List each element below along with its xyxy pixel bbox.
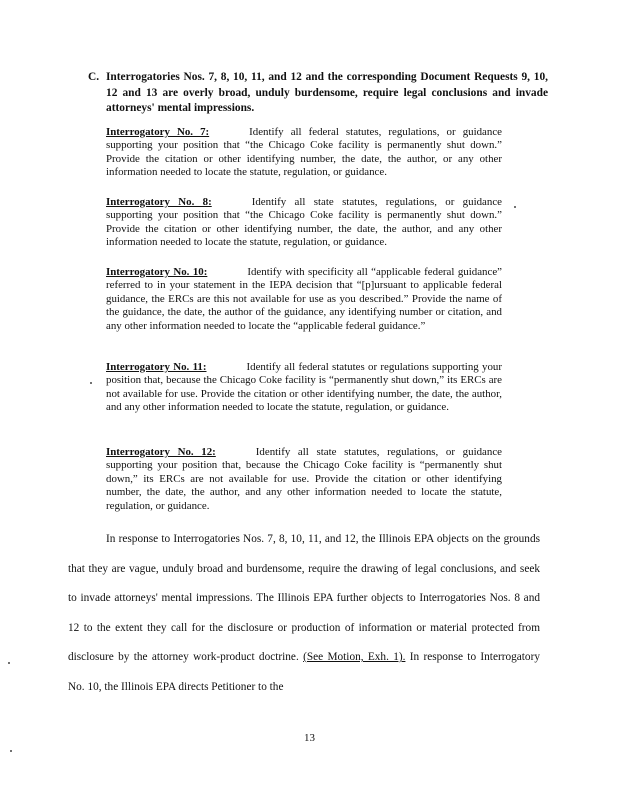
interrogatory-label: Interrogatory No. 11: (106, 361, 207, 373)
interrogatory-text: Identify all federal statutes or regulations supporting your position that, because the Chicago Coke facility is “permanently shut down,” its ERCs are not available for use. Provide the citation or other identifying number, the date, the author, and any other information needed to locate the statute, regulation, or guidance. (106, 361, 502, 414)
section-letter: C. (88, 71, 100, 83)
interrogatory-label: Interrogatory No. 8: (106, 196, 212, 208)
interrogatory-label: Interrogatory No. 12: (106, 446, 216, 458)
interrogatory-12 (106, 446, 502, 513)
interrogatory-11 (106, 361, 502, 415)
interrogatory-10 (106, 266, 502, 333)
interrogatory-label: Interrogatory No. 7: (106, 126, 210, 138)
interrogatory-7 (106, 126, 502, 180)
section-heading-text: Interrogatories Nos. 7, 8, 10, 11, and 12 and the corresponding Document Requests 9, 10, 12 and 13 are overly broad, unduly burdensome, require legal conclusions and invade attorneys' mental impressions. (106, 71, 548, 115)
see-motion-link[interactable]: (See Motion, Exh. 1). (303, 651, 406, 663)
interrogatory-8 (106, 196, 502, 250)
interrogatory-text: Identify all state statutes, regulations, or guidance supporting your position that, because the Chicago Coke facility is “permanently shut down,” its ERCs are not available for use. Provide the citation or other identifying number, the date, the author, and any other information needed to locate the statute, regulation, or guidance. (106, 446, 502, 512)
response-text-part2: In response to Interrogatory No. 10, the Illinois EPA directs Petitioner to the (68, 651, 540, 693)
interrogatory-text: Identify all state statutes, regulations, or guidance supporting your position that “the Chicago Coke facility is permanently shut down.” Provide the citation or other identifying number, the date, the author, and any other information needed to locate the statute, regulation, or guidance. (106, 196, 502, 249)
scan-speck (10, 750, 12, 752)
response-text-part1: In response to Interrogatories Nos. 7, 8, 10, 11, and 12, the Illinois EPA objects on the grounds that they are vague, unduly broad and burdensome, require the drawing of legal conclusions, and seek to invade attorneys' mental impressions. The Illinois EPA further objects to Interrogatories Nos. 8 and 12 to the extent they call for the disclosure or production of information or material protected from disclosure by the attorney work-product doctrine. (68, 533, 540, 663)
interrogatory-text: Identify with specificity all “applicable federal guidance” referred to in your statement in the IEPA decision that “[p]ursuant to applicable federal guidance, the ERCs are this not available for use as you described.” Provide the name of the guidance, the date, the author of the guidance, any identifying number or citation, and any other information needed to locate the “applicable federal guidance.” (106, 266, 502, 332)
section-heading (88, 70, 548, 117)
scan-speck (514, 206, 516, 208)
scan-speck (90, 382, 92, 384)
interrogatory-label: Interrogatory No. 10: (106, 266, 208, 278)
page-number: 13 (304, 732, 315, 744)
scan-speck (8, 662, 10, 664)
response-paragraph (68, 525, 540, 702)
interrogatory-text: Identify all federal statutes, regulations, or guidance supporting your position that “the Chicago Coke facility is permanently shut down.” Provide the citation or other identifying number, the date, the author, or any other information needed to locate the statute, regulation, or guidance. (106, 126, 503, 179)
